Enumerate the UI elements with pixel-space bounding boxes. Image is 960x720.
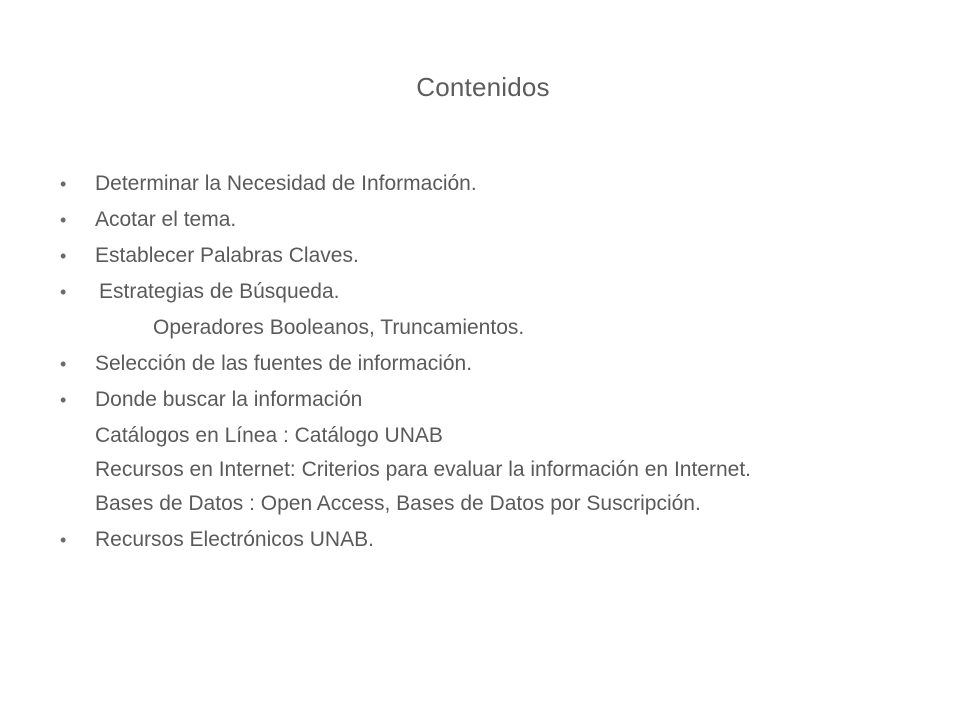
list-subitem-text: Recursos en Internet: Criterios para evaluar la información en Internet. xyxy=(95,458,751,481)
list-subitem xyxy=(60,490,860,518)
bullet-icon: • xyxy=(60,210,67,230)
list-item-text: Estrategias de Búsqueda. xyxy=(99,280,340,303)
slide-title: Contenidos xyxy=(416,72,550,102)
bullet-icon: • xyxy=(60,174,67,194)
list-item-text: Selección de las fuentes de información. xyxy=(95,352,473,375)
list-item xyxy=(60,386,860,414)
list-item-text: Donde buscar la información xyxy=(95,388,363,411)
bullet-icon: • xyxy=(60,246,67,266)
bullet-icon: • xyxy=(60,390,67,410)
list-item xyxy=(60,170,860,198)
list-subitem-text: Operadores Booleanos, Truncamientos. xyxy=(153,316,525,339)
list-item-text: Recursos Electrónicos UNAB. xyxy=(95,528,374,551)
list-item xyxy=(60,242,860,270)
list-item-text: Determinar la Necesidad de Información. xyxy=(95,172,477,195)
list-subitem xyxy=(60,314,860,342)
list-item xyxy=(60,350,860,378)
list-subitem xyxy=(60,458,860,482)
list-item xyxy=(60,278,860,306)
bullet-icon: • xyxy=(60,354,67,374)
list-item xyxy=(60,526,860,554)
bullet-icon: • xyxy=(60,282,67,302)
list-item xyxy=(60,206,860,234)
list-subitem-text: Bases de Datos : Open Access, Bases de Datos por Suscripción. xyxy=(95,492,701,515)
content-list xyxy=(60,170,860,562)
list-item-text: Acotar el tema. xyxy=(95,208,237,231)
bullet-icon: • xyxy=(60,530,67,550)
list-item-text: Establecer Palabras Claves. xyxy=(95,244,359,267)
list-subitem xyxy=(60,422,860,450)
list-subitem-text: Catálogos en Línea : Catálogo UNAB xyxy=(95,424,443,447)
